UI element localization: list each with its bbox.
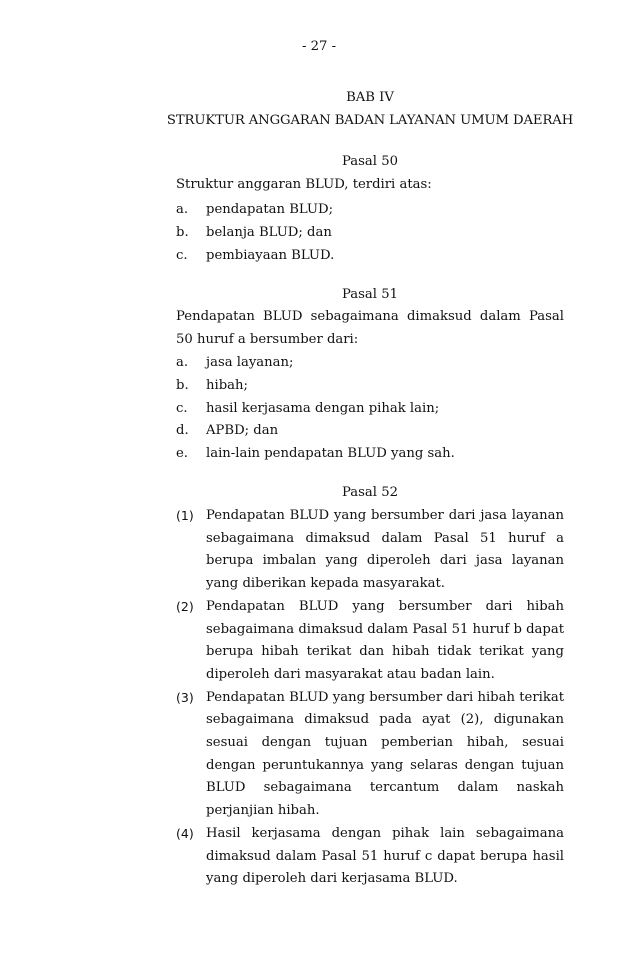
pasal-50-list <box>176 201 564 269</box>
pasal-51-intro: Pendapatan BLUD sebagaimana dimaksud dalam Pasal 50 huruf a bersumber dari: <box>176 309 564 347</box>
list-item-text: hibah; <box>206 377 248 393</box>
list-marker: b. <box>176 377 189 393</box>
list-marker: (1) <box>176 508 194 523</box>
list-item-text: Pendapatan BLUD yang bersumber dari hibah terikat sebagaimana dimaksud pada ayat (2), digunakan sesuai dengan tujuan pemberian hibah, sesuai dengan peruntukannya yang selaras dengan tujuan BLUD sebagaimana tercantum dalam naskah perjanjian hibah. <box>206 689 564 819</box>
page-number: - 27 - <box>301 39 337 54</box>
list-item-text: Pendapatan BLUD yang bersumber dari jasa layanan sebagaimana dimaksud dalam Pasal 51 huruf a berupa imbalan yang diperoleh dari jasa layanan yang diberikan kepada masyarakat. <box>206 508 564 592</box>
list-item <box>176 687 564 823</box>
list-marker: d. <box>176 423 189 439</box>
list-item <box>176 247 564 270</box>
list-item-text: jasa layanan; <box>206 355 294 370</box>
list-item-text: Pendapatan BLUD yang bersumber dari hibah sebagaimana dimaksud dalam Pasal 51 huruf b dapat berupa hibah terikat dan hibah tidak terikat yang diperoleh dari masyarakat atau badan lain. <box>206 598 564 682</box>
list-item <box>176 377 564 400</box>
list-item-text: lain-lain pendapatan BLUD yang sah. <box>206 446 455 462</box>
pasal-52-list <box>176 505 564 891</box>
list-marker: a. <box>176 355 189 370</box>
list-marker: c. <box>176 247 188 263</box>
list-item <box>176 400 564 423</box>
list-item-text: belanja BLUD; dan <box>206 224 332 240</box>
list-item <box>176 445 564 468</box>
chapter-title: STRUKTUR ANGGARAN BADAN LAYANAN UMUM DAERAH <box>166 113 574 128</box>
list-marker: (3) <box>176 689 194 705</box>
list-marker: a. <box>176 202 189 217</box>
list-marker: c. <box>176 400 188 416</box>
list-marker: b. <box>176 224 189 240</box>
list-item <box>176 422 564 445</box>
list-marker: e. <box>176 446 188 462</box>
list-item-text: hasil kerjasama dengan pihak lain; <box>206 400 440 416</box>
chapter-label: BAB IV <box>346 90 394 105</box>
pasal-50-intro: Struktur anggaran BLUD, terdiri atas: <box>176 177 432 192</box>
list-item-text: pembiayaan BLUD. <box>206 247 335 263</box>
list-item <box>176 201 564 224</box>
list-item-text: APBD; dan <box>206 423 279 439</box>
list-marker: (4) <box>176 825 194 841</box>
list-item <box>176 224 564 247</box>
pasal-51-list <box>176 354 564 468</box>
list-item <box>176 596 564 687</box>
pasal-50-heading: Pasal 50 <box>342 154 398 169</box>
pasal-52-heading: Pasal 52 <box>342 485 398 500</box>
list-item <box>176 354 564 377</box>
list-item-text: Hasil kerjasama dengan pihak lain sebagaimana dimaksud dalam Pasal 51 huruf c dapat berupa hasil yang diperoleh dari kerjasama BLUD. <box>206 825 564 887</box>
list-item <box>176 823 564 891</box>
list-item-text: pendapatan BLUD; <box>206 202 334 217</box>
pasal-51-heading: Pasal 51 <box>342 287 398 302</box>
list-item <box>176 505 564 596</box>
list-marker: (2) <box>176 598 194 614</box>
